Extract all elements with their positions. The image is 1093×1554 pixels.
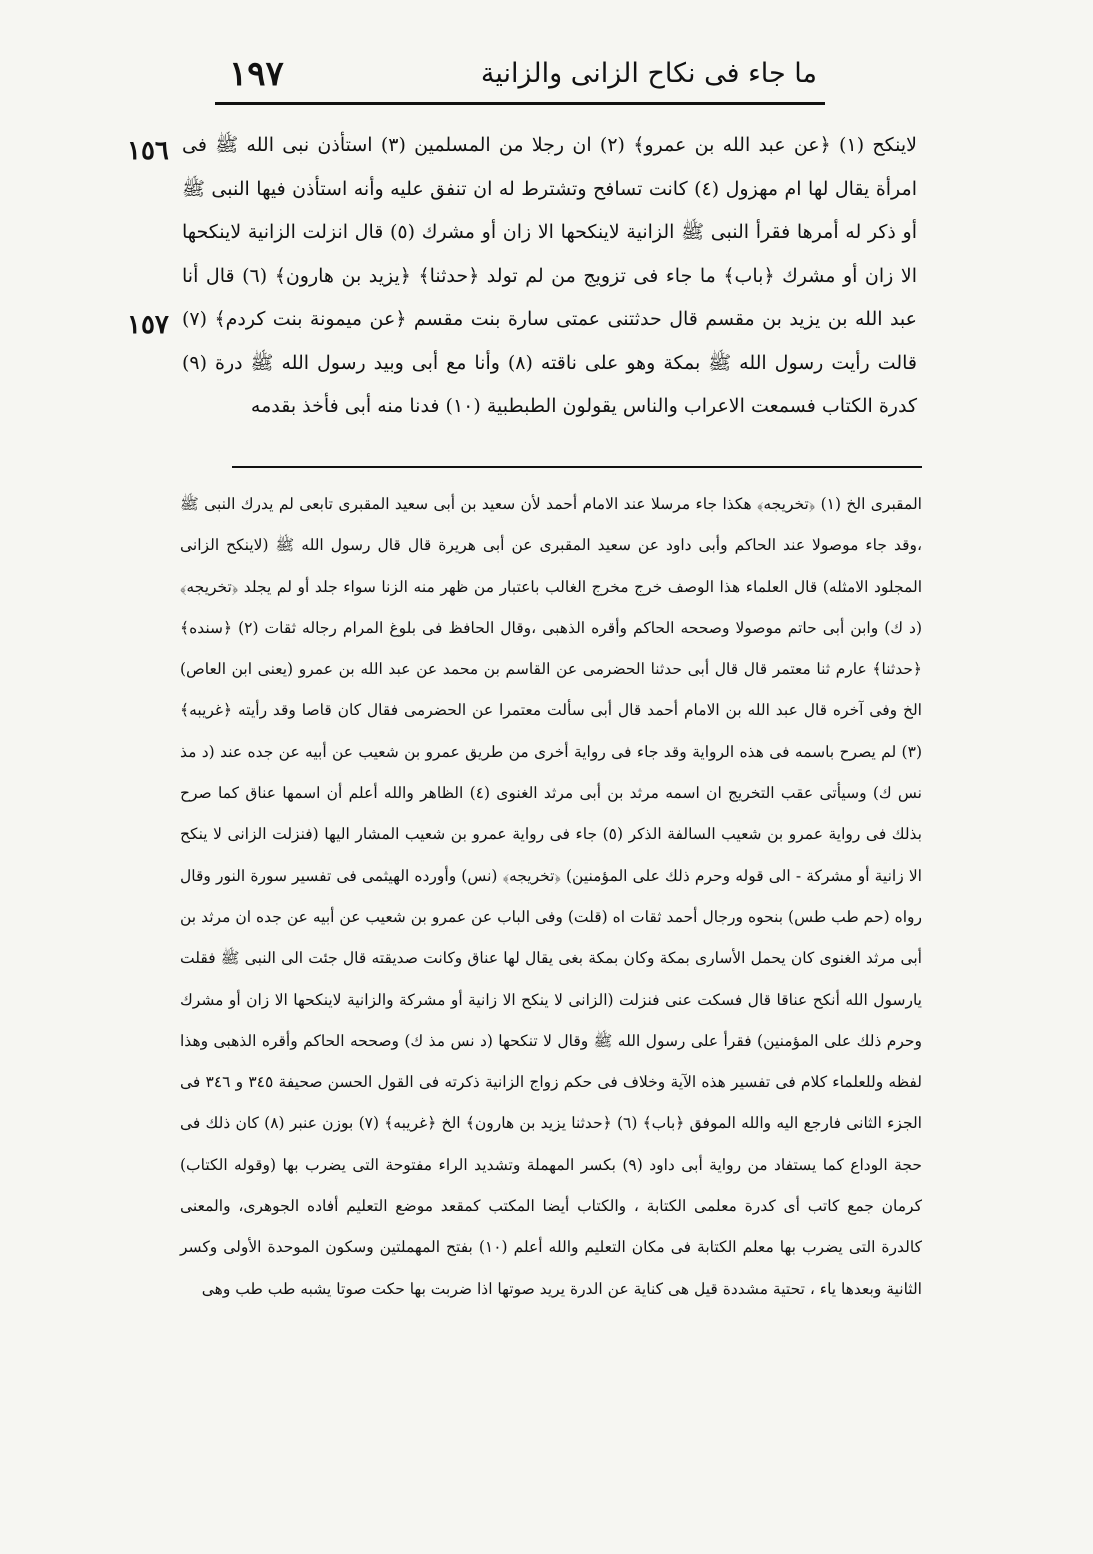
hadith-number-157: ١٥٧: [127, 310, 169, 340]
footnote-divider: [232, 466, 922, 468]
footnotes-paragraph: المقبرى الخ (١) ﴿تخريجه﴾ هكذا جاء مرسلا عند الامام أحمد لأن سعيد بن أبى سعيد المقبرى تابعى لم يدرك النبى ﷺ ،وقد جاء موصولا عند الحاكم وأبى داود عن سعيد المقبرى عن أبى هريرة قال قال رسول الله ﷺ (لاينكح الزانى المجلود الامثله) قال العلماء هذا الوصف خرج مخرج الغالب باعتبار من ظهر منه الزنا سواء جلد أو لم يجلد ﴿تخريجه﴾ (د ك) وابن أبى حاتم موصولا وصححه الحاكم وأقره الذهبى ،وقال الحافظ فى بلوغ المرام رجاله ثقات (٢) ﴿سنده﴾ ﴿حدثنا﴾ عارم ثنا معتمر قال قال أبى حدثنا الحضرمى عن القاسم بن محمد عن عبد الله بن عمرو (يعنى ابن العاص) الخ وفى آخره قال عبد الله بن الامام أحمد قال أبى سألت معتمرا عن الحضرمى فقال كان قاصا وقد رأيته ﴿غريبه﴾ (٣) لم يصرح باسمه فى هذه الرواية وقد جاء فى رواية أخرى من طريق عمرو بن شعيب عن أبيه عن جده عند (د مذ نس ك) وسيأتى عقب التخريج ان اسمه مرثد بن أبى مرثد الغنوى (٤) الظاهر والله أعلم أن اسمها عناق كما صرح بذلك فى رواية عمرو بن شعيب السالفة الذكر (٥) جاء فى رواية عمرو بن شعيب المشار اليها (فنزلت الزانى لا ينكح الا زانية أو مشركة - الى قوله وحرم ذلك على المؤمنين) ﴿تخريجه﴾ (نس) وأورده الهيثمى فى تفسير سورة النور وقال رواه (حم طب طس) بنحوه ورجال أحمد ثقات اه (قلت) وفى الباب عن عمرو بن شعيب عن أبيه عن جده ان مرثد بن أبى مرثد الغنوى كان يحمل الأسارى بمكة وكان بمكة بغى يقال لها عناق وكانت صديقته قال جئت الى النبى ﷺ فقلت يارسول الله أنكح عناقا قال فسكت عنى فنزلت (الزانى لا ينكح الا زانية أو مشركة والزانية لاينكحها الا زان أو مشرك وحرم ذلك على المؤمنين) فقرأ على رسول الله ﷺ وقال لا تنكحها (د نس مذ ك) وصححه الحاكم وأقره الذهبى وهذا لفظه وللعلماء كلام فى تفسير هذه الآية وخلاف فى حكم زواج الزانية ذكرته فى القول الحسن صحيفة ٣٤٥ و ٣٤٦ فى الجزء الثانى فارجع اليه والله الموفق ﴿باب﴾ (٦) ﴿حدثنا يزيد بن هارون﴾ الخ ﴿غريبه﴾ (٧) بوزن عنبر (٨) كان ذلك فى حجة الوداع كما يستفاد من رواية أبى داود (٩) بكسر المهملة وتشديد الراء مفتوحة التى يضرب بها (وقوله الكتاب) كرمان جمع كاتب أى كدرة معلمى الكتابة ، والكتاب أيضا المكتب كمقعد موضع التعليم أفاده الجوهرى، والمعنى كالدرة التى يضرب بها معلم الكتابة فى مكان التعليم والله أعلم (١٠) بفتح المهملتين وسكون الموحدة الأولى وكسر الثانية وبعدها ياء ، تحتية مشددة قيل هى كناية عن الدرة يريد صوتها اذا ضربت بها حكت صوتا يشبه طب طب وهى: [180, 495, 923, 1298]
hadith-number-156: ١٥٦: [127, 136, 169, 166]
page-header: [215, 52, 825, 105]
main-text-block: [182, 124, 917, 429]
footnotes-block: [180, 484, 922, 1310]
running-title: ما جاء فى نكاح الزانى والزانية: [480, 58, 817, 89]
main-text-paragraph: لاينكح (١) ﴿عن عبد الله بن عمرو﴾ (٢) ان رجلا من المسلمين (٣) استأذن نبى الله ﷺ فى امرأة يقال لها ام مهزول (٤) كانت تسافح وتشترط له ان تنفق عليه وأنه استأذن فيها النبى ﷺ أو ذكر له أمرها فقرأ النبى ﷺ الزانية لاينكحها الا زان أو مشرك (٥) قال انزلت الزانية لاينكحها الا زان أو مشرك ﴿باب﴾ ما جاء فى تزويج من لم تولد ﴿حدثنا﴾ ﴿يزيد بن هارون﴾ (٦) قال أنا عبد الله بن يزيد بن مقسم قال حدثتنى عمتى سارة بنت مقسم ﴿عن ميمونة بنت كردم﴾ (٧) قالت رأيت رسول الله ﷺ بمكة وهو على ناقته (٨) وأنا مع أبى وبيد رسول الله ﷺ درة (٩) كدرة الكتاب فسمعت الاعراب والناس يقولون الطبطبية (١٠) فدنا منه أبى فأخذ بقدمه: [182, 134, 917, 417]
page-number: ١٩٧: [229, 54, 284, 94]
